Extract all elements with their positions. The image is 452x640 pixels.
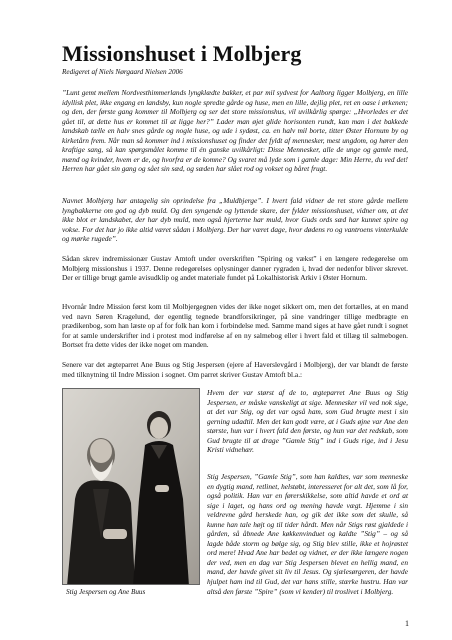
amtoft-paragraph: Sådan skrev indremissionær Gustav Amtoft under overskriften ”Spiring og vækst” i en længere redegørelse om Molbjerg missionshus i 1937. Denne redegørelses oplysninger danner rygraden i, hvad der nedenfor bliver skrevet. Der er tillige brugt gamle avisudklip og andet materiale fundet på Lokalhistorisk Arkiv i Øster Hornum.: [62, 254, 408, 283]
side-quote-paragraph-1: Hvem der var størst af de to, ægteparret Ane Buus og Stig Jespersen, er måske vanskeligt at sige. Mennesker vil ved nok sige, at det var Stig, og det var også ham, som Gud brugte mest i sin gerning udadtil. Men det kan godt være, at i Guds øjne var Ane den største, hun var i hvert fald den første, og hun var det redskab, som Gud brugte til at drage ”Gamle Stig” ind i Guds rige, ind i Jesu Kristi vidnehær.: [207, 388, 408, 455]
name-origin-paragraph: Navnet Molbjerg har antagelig sin oprindelse fra „Muldbjerge”. I hvert fald vidner de ret store gårde mellem lyngbakkerne om god og dyb muld. Og den syngende og lyttende skare, der fylder missionshuset, vidner om, at det ikke blot er landskabet, der har dyb muld, men også hjerterne har muld, hvor Guds ords sæd har kunnet spire og vokse. For det har jo ikke altid været sådan i Molbjerg. Der har været dage, hvor dødens ro og vantroens vinterkulde og mørke rugede”.: [62, 196, 408, 244]
side-quote-paragraph-2: Stig Jespersen, ”Gamle Stig”, som han kaldtes, var som menneske en dygtig mand, retlinet, helstøbt, interesseret for alt det, som lå for, også politik. Han var en førerskikkelse, som altid havde et ord at sige i laget, og hans ord og mening havde vægt. Hjemme i sin veldrevne gård herskede han, og gik det ikke som det skulle, så kunne han tale højt og til tider hårdt. Men når Stigs røst gjaldede i gården, så åbnede Ane køkkenvinduet og kaldte ”Stig” – og så lagde både storm og bølge sig, og Stig blev stille, ikke et hojrøstet ord mere! Hvad Ane har bedet og vidnet, er der ikke længere nogen der ved, men en dag var Stig Jespersen blevet en hellig mand, en mand, der havde givet sit liv til Jesus. Og sjælesørgeren, der havde hjulpet ham ind til Gud, det var hans stille, stærke hustru. Han var altså den første ”Spire” (som vi kender) til troslivet i Molbjerg.: [207, 472, 408, 596]
intro-quote-paragraph: ”Lunt gemt mellem Nordvesthimmerlands lyngklædte bakker, et par mil sydvest for Aalborg ligger Molbjerg, en lille idyllisk plet, ikke engang en landsby, kun nogle spredte gårde og huse, men en lille, dejlig plet, ret en oase i ørkenen; og den, der første gang kommer til Molbjerg og ser det store missionshus, vil uvilkårlig spørge: „Hvorledes er det gået til, at dette hus er kommet til at ligge her?” Lader man øjet glide horisonten rundt, kan man i det bakkede landskab tælle en halv snes gårde og nogle huse, og ude i sydøst, ca. en halv mil borte, titter Øster Hornum by og kirketårn frem. Når man så kommer ind i missionshuset og finder det fyldt af mennesker, mest ungdom, og hører den kraftige sang, så kan spørgsmålet komme til én ganske uvilkårligt: Disse Mennesker, alle de unge og gamle med, mænd og kvinder, hvem er de, og hvorfra er de komne? Og svaret må lyde som i gamle dage: Min Herre, du ved det! Herren har gået sin gang og sået sin sæd, og sæden har slået rod og vokset og båret frugt.: [62, 88, 408, 174]
couple-intro-paragraph: Senere var det ægteparret Ane Buus og Stig Jespersen (ejere af Haverslevgård i Molbjerg), der var blandt de første med tilknytning til Indre Mission i sognet. Om parret skriver Gustav Amtoft bl.a.:: [62, 360, 408, 379]
page-title: Missionshuset i Molbjerg: [62, 41, 302, 66]
byline: Redigeret af Niels Nørgaard Nielsen 2006: [62, 68, 183, 76]
page-number: 1: [405, 619, 409, 628]
couple-photograph: [62, 388, 200, 585]
mission-arrival-paragraph: Hvornår Indre Mission først kom til Molbjergegnen vides der ikke noget sikkert om, men det fortælles, at en mand ved navn Søren Kragelund, der egentlig tegnede brandforsikringer, på sine vandringer tillige medbragte en prædikenbog, som han læste op af for folk han kom i forbindelse med. Samme mand siges at have gået rundt i sognet for at samle underskrifter ind i protest mod indførelse af en ny salmebog eller i hvert fald et tillæg til salmebogen. Bortset fra dette vides der ikke noget om manden.: [62, 302, 408, 350]
photo-figure: [62, 388, 200, 598]
photo-caption: Stig Jespersen og Ane Buus: [66, 588, 146, 596]
